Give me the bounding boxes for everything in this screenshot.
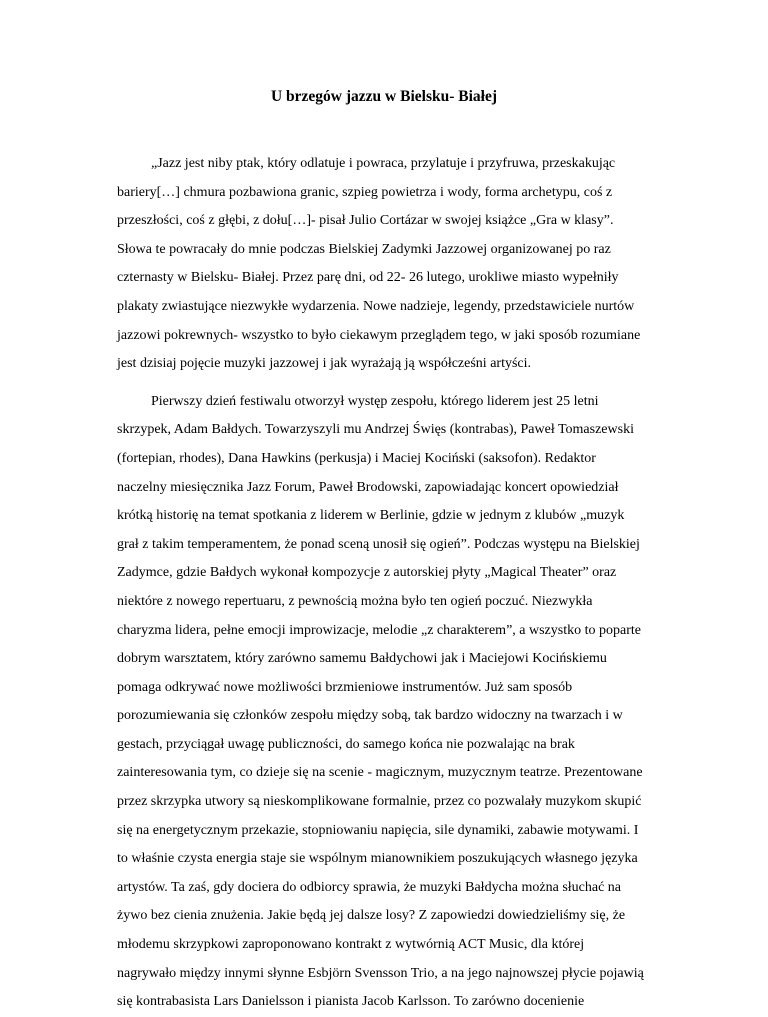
text-line: Zadymce, gdzie Bałdych wykonał kompozycje z autorskiej płyty „Magical Theater” oraz (117, 565, 617, 581)
text-line: niektóre z nowego repertuaru, z pewnością można było ten ogień poczuć. Niezwykła (117, 593, 593, 609)
text-line: pomaga odkrywać nowe możliwości brzmieniowe instrumentów. Już sam sposób (117, 679, 573, 695)
text-line: porozumiewania się członków zespołu między sobą, tak bardzo widoczny na twarzach i w (117, 708, 623, 724)
text-line: Słowa te powracały do mnie podczas Bielskiej Zadymki Jazzowej organizowanej po raz (117, 241, 611, 257)
text-line: „Jazz jest niby ptak, który odlatuje i powraca, przylatuje i przyfruwa, przeskakując (151, 156, 616, 171)
text-line: gestach, przyciągał uwagę publiczności, do samego końca nie pozwalając na brak (117, 736, 575, 752)
text-line: zainteresowania tym, co dzieje się na scenie - magicznym, muzycznym teatrze. Prezentowane (117, 765, 643, 781)
text-line: nagrywało między innymi słynne Esbjörn Svensson Trio, a na jego najnowszej płycie pojawią (117, 965, 644, 981)
paragraph-1 (117, 150, 657, 379)
text-line: charyzma lidera, pełne emocji improwizacje, melodie „z charakterem”, a wszystko to poparte (117, 622, 641, 638)
document-body (117, 150, 657, 1017)
text-line: plakaty zwiastujące niezwykłe wydarzenia. Nowe nadzieje, legendy, przedstawiciele nurtów (117, 298, 635, 314)
text-line: krótką historię na temat spotkania z liderem w Berlinie, gdzie w jednym z klubów „muzyk (117, 508, 625, 524)
paragraph-2 (117, 388, 657, 1017)
text-line: się kontrabasista Lars Danielsson i pianista Jacob Karlsson. To zarówno docenienie (117, 994, 585, 1010)
text-line: czternasty w Bielsku- Białej. Przez parę dni, od 22- 26 lutego, urokliwe miasto wypełniły (117, 270, 619, 286)
text-line: żywo bez cienia znużenia. Jakie będą jej dalsze losy? Z zapowiedzi dowiedzieliśmy się, że (117, 908, 626, 924)
text-line: się na energetycznym przekazie, stopniowaniu napięcia, sile dynamiki, zabawie motywami. I (117, 822, 639, 838)
text-line: przeszłości, coś z głębi, z dołu[…]- pisał Julio Cortázar w swojej książce „Gra w klasy”. (117, 213, 614, 229)
text-line: jest dzisiaj pojęcie muzyki jazzowej i jak wyrażają ją współcześni artyści. (117, 356, 532, 372)
text-line: grał z takim temperamentem, że ponad sceną unosił się ogień”. Podczas występu na Bielskiej (117, 536, 640, 552)
text-line: dobrym warsztatem, który zarówno samemu Bałdychowi jak i Maciejowi Kocińskiemu (117, 651, 607, 667)
text-line: młodemu skrzypkowi zaproponowano kontrakt z wytwórnią ACT Music, dla której (117, 937, 585, 953)
document-title: U brzegów jazzu w Bielsku- Białej (270, 88, 497, 105)
text-line: to właśnie czysta energia staje sie wspólnym mianownikiem poszukujących własnego języka (117, 851, 638, 867)
text-line: naczelny miesięcznika Jazz Forum, Paweł Brodowski, zapowiadając koncert opowiedział (117, 479, 619, 495)
text-line: artystów. Ta zaś, gdy dociera do odbiorcy sprawia, że muzyki Bałdycha można słuchać na (117, 879, 622, 895)
text-line: jazzowi pokrewnych- wszystko to było ciekawym przeglądem tego, w jaki sposób rozumiane (117, 327, 641, 343)
text-line: (fortepian, rhodes), Dana Hawkins (perkusja) i Maciej Kociński (saksofon). Redaktor (117, 450, 596, 466)
text-line: Pierwszy dzień festiwalu otworzył występ zespołu, którego liderem jest 25 letni (151, 393, 599, 409)
text-line: bariery[…] chmura pozbawiona granic, szpieg powietrza i wody, forma archetypu, coś z (117, 184, 613, 200)
text-line: przez skrzypka utwory są nieskomplikowane formalnie, przez co pozwalały muzykom skupić (117, 794, 642, 810)
text-line: skrzypek, Adam Bałdych. Towarzyszyli mu Andrzej Święs (kontrabas), Paweł Tomaszewski (117, 422, 634, 438)
